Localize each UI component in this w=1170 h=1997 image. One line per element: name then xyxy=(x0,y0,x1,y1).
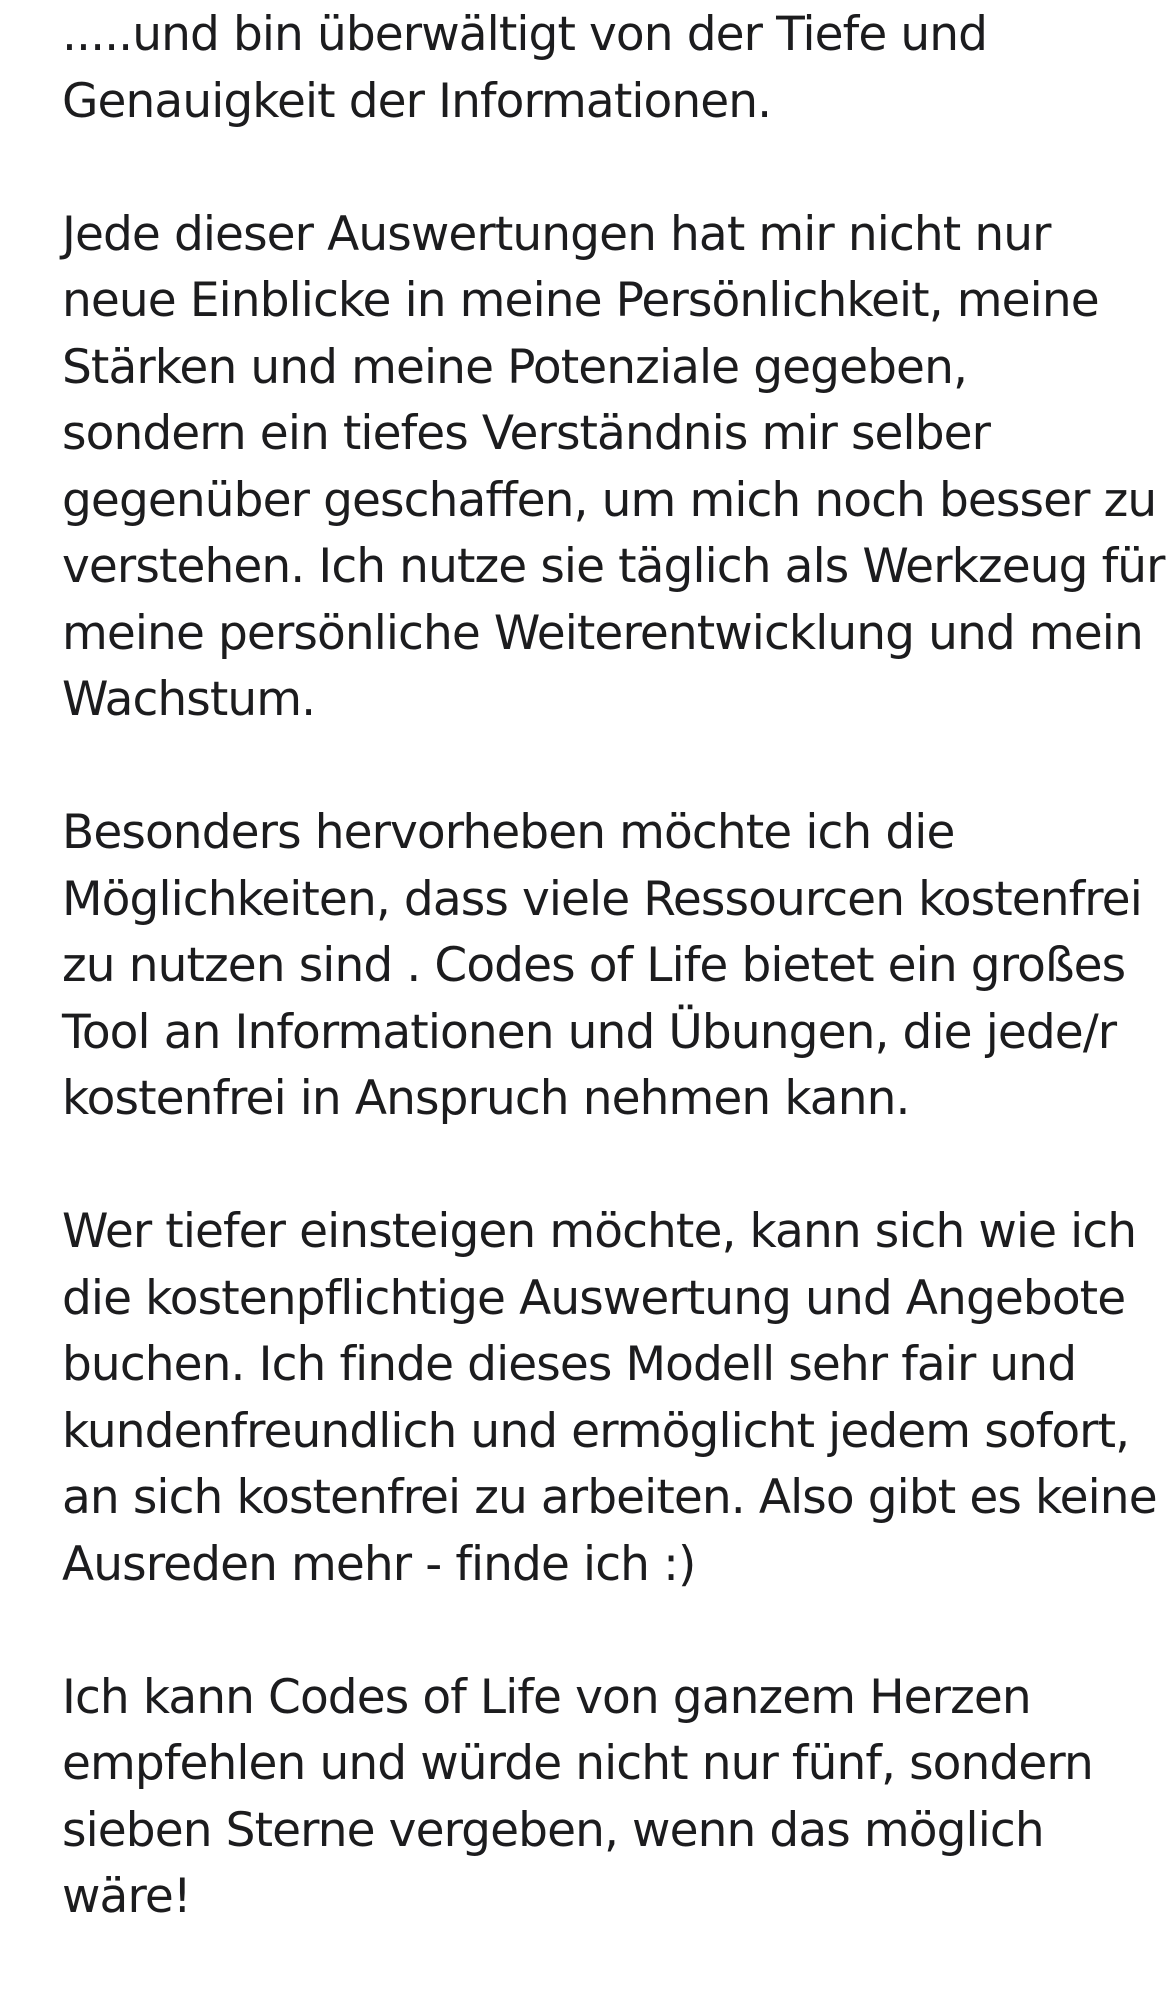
text-line: Ich kann Codes of Life von ganzem Herzen xyxy=(62,1669,1031,1725)
text-line: sondern ein tiefes Verständnis mir selber xyxy=(62,406,991,461)
text-line: Genauigkeit der Informationen. xyxy=(62,73,772,129)
text-line: die kostenpflichtige Auswertung und Angebote xyxy=(62,1270,1126,1326)
text-line: Ausreden mehr - finde ich :) xyxy=(62,1536,696,1592)
paragraph-insights xyxy=(62,202,1165,734)
text-line: Wachstum. xyxy=(62,672,316,727)
text-line: an sich kostenfrei zu arbeiten. Also gibt es keine xyxy=(62,1470,1157,1525)
text-line: meine persönliche Weiterentwicklung und mein xyxy=(62,605,1143,661)
text-line: verstehen. Ich nutze sie täglich als Werkzeug für xyxy=(62,539,1165,594)
text-line: Wer tiefer einsteigen möchte, kann sich wie ich xyxy=(62,1204,1137,1259)
text-line: Jede dieser Auswertungen hat mir nicht nur xyxy=(62,206,1051,262)
paragraph-free-resources xyxy=(62,800,1162,1133)
text-line: Möglichkeiten, dass viele Ressourcen kostenfrei xyxy=(62,871,1142,927)
paragraph-intro xyxy=(62,2,1162,135)
text-line: sieben Sterne vergeben, wenn das möglich xyxy=(62,1802,1044,1858)
paragraph-paid-offers xyxy=(62,1199,1162,1598)
text-line: wäre! xyxy=(62,1869,191,1924)
text-line: gegenüber geschaffen, um mich noch besser zu xyxy=(62,472,1157,528)
text-line: buchen. Ich finde dieses Modell sehr fair und xyxy=(62,1337,1077,1392)
text-line: kostenfrei in Anspruch nehmen kann. xyxy=(62,1071,910,1126)
text-line: Besonders hervorheben möchte ich die xyxy=(62,805,955,860)
text-line: Stärken und meine Potenziale gegeben, xyxy=(62,339,968,395)
text-line: empfehlen und würde nicht nur fünf, sondern xyxy=(62,1736,1093,1791)
text-line: neue Einblicke in meine Persönlichkeit, meine xyxy=(62,273,1099,328)
message-body xyxy=(62,2,1165,1997)
text-line: .....und bin überwältigt von der Tiefe und xyxy=(62,7,988,62)
text-line: zu nutzen sind . Codes of Life bietet ein großes xyxy=(62,938,1126,993)
paragraph-recommendation xyxy=(62,1665,1162,1931)
text-line: Tool an Informationen und Übungen, die jede/r xyxy=(62,1004,1117,1060)
text-line: kundenfreundlich und ermöglicht jedem sofort, xyxy=(62,1403,1130,1459)
